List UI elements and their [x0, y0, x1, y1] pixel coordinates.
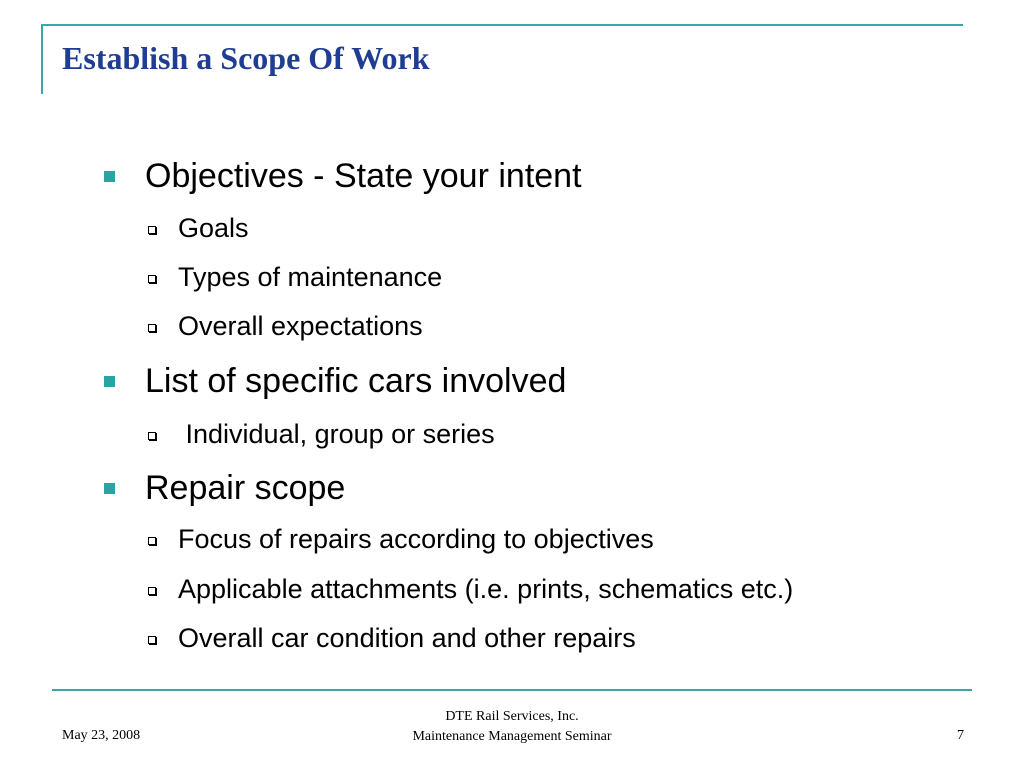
- sub-bullet-text: Goals: [178, 212, 249, 243]
- checkbox-bullet-icon: [148, 275, 156, 283]
- bullet-text: Repair scope: [145, 468, 346, 507]
- page-number: 7: [957, 728, 964, 743]
- sub-bullet-text: Types of maintenance: [178, 261, 443, 292]
- square-bullet-icon: [104, 171, 115, 182]
- title-frame-horizontal-line: [41, 24, 963, 26]
- sub-bullet-text: Overall car condition and other repairs: [178, 622, 636, 653]
- checkbox-bullet-icon: [148, 537, 156, 545]
- sub-bullet-text: Applicable attachments (i.e. prints, schematics etc.): [178, 573, 794, 604]
- checkbox-bullet-icon: [148, 324, 156, 332]
- sub-bullet-text: Overall expectations: [178, 310, 423, 341]
- sub-bullet-text: Individual, group or series: [178, 418, 495, 449]
- bullet-item: [104, 359, 566, 403]
- sub-bullet-item: [148, 210, 249, 246]
- footer-date: May 23, 2008: [62, 728, 141, 743]
- slide-title: Establish a Scope Of Work: [62, 40, 430, 76]
- footer-divider: [52, 689, 972, 691]
- checkbox-bullet-icon: [148, 226, 156, 234]
- footer-seminar: Maintenance Management Seminar: [412, 729, 612, 744]
- bullet-item: [104, 154, 582, 198]
- footer-center: [362, 707, 662, 747]
- sub-bullet-item: [148, 620, 636, 656]
- square-bullet-icon: [104, 483, 115, 494]
- bullet-text: List of specific cars involved: [145, 361, 567, 400]
- checkbox-bullet-icon: [148, 636, 156, 644]
- checkbox-bullet-icon: [148, 432, 156, 440]
- sub-bullet-item: [148, 521, 654, 557]
- square-bullet-icon: [104, 376, 115, 387]
- sub-bullet-item: [148, 416, 495, 452]
- bullet-text: Objectives - State your intent: [145, 156, 582, 195]
- sub-bullet-item: [148, 308, 423, 344]
- footer-company: DTE Rail Services, Inc.: [445, 709, 579, 724]
- sub-bullet-item: [148, 259, 442, 295]
- sub-bullet-text: Focus of repairs according to objectives: [178, 523, 654, 554]
- checkbox-bullet-icon: [148, 587, 156, 595]
- title-frame-vertical-line: [41, 24, 43, 94]
- bullet-item: [104, 466, 345, 510]
- sub-bullet-item: [148, 571, 793, 607]
